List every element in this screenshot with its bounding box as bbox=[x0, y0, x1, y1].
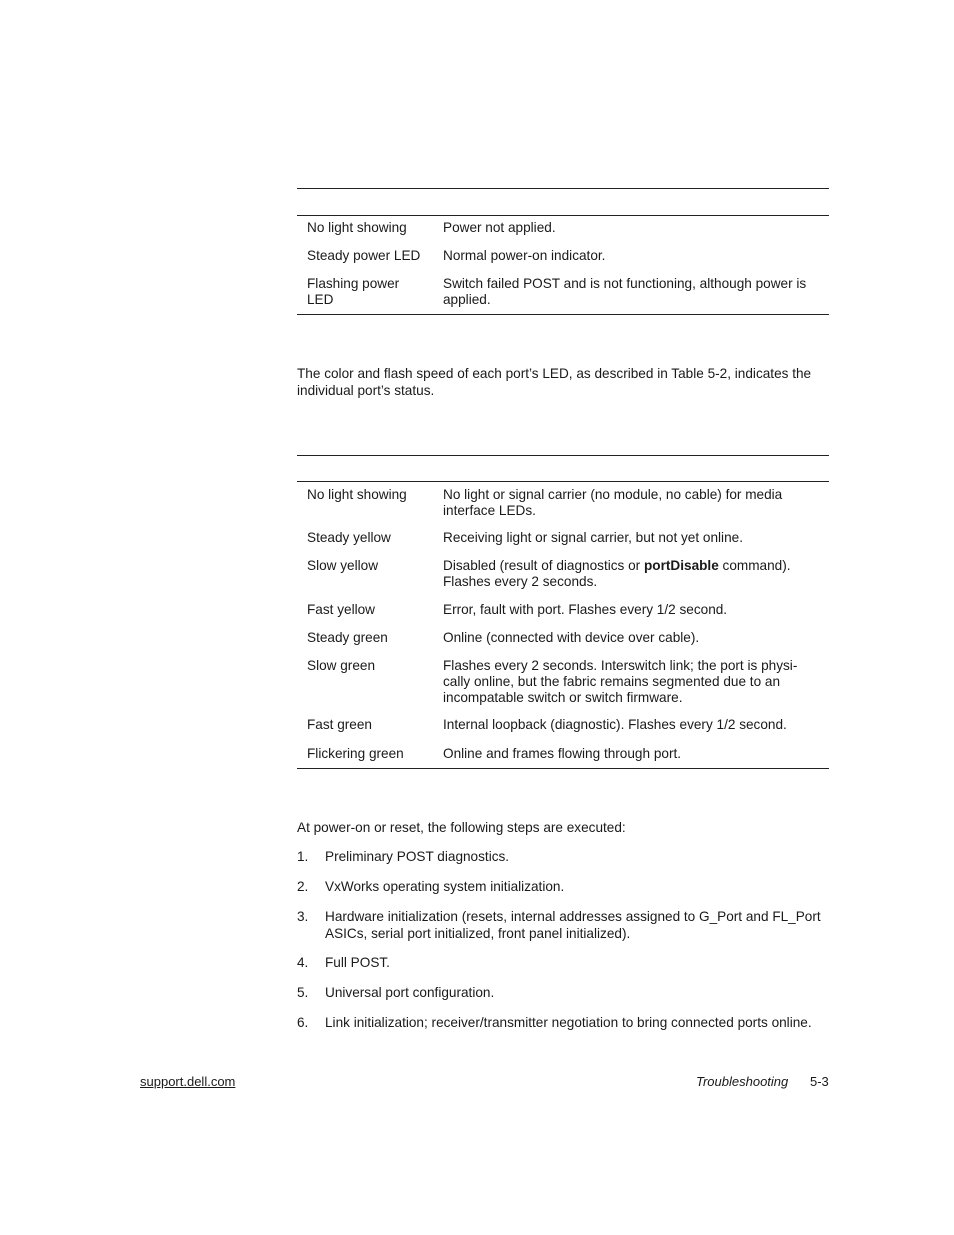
step-text: Link initialization; receiver/transmitter negotiation to bring connected ports online. bbox=[325, 1015, 812, 1030]
step-number: 4. bbox=[297, 955, 309, 970]
led-state: Flashing power LED bbox=[307, 276, 400, 307]
step-number: 2. bbox=[297, 879, 309, 894]
table1-top-rule bbox=[297, 188, 829, 189]
port-led-state: No light showing bbox=[307, 487, 407, 502]
port-led-meaning bbox=[443, 558, 823, 590]
footer-section-title: Troubleshooting bbox=[696, 1074, 789, 1089]
meaning-text: Disabled (result of diagnostics or bbox=[443, 558, 644, 573]
port-led-description: The color and flash speed of each port’s LED, as described in Table 5-2, indicates the individual port’s status. bbox=[297, 366, 812, 398]
table2-header-rule bbox=[297, 481, 829, 482]
led-meaning: Normal power-on indicator. bbox=[443, 248, 606, 263]
step-number: 3. bbox=[297, 909, 309, 924]
step-text: Full POST. bbox=[325, 955, 390, 970]
meaning-text: command). Flashes every 2 seconds. bbox=[443, 558, 791, 589]
port-led-meaning: No light or signal carrier (no module, no cable) for media interface LEDs. bbox=[443, 487, 783, 518]
port-led-state: Steady green bbox=[307, 630, 388, 645]
port-led-state: Fast green bbox=[307, 717, 372, 732]
port-led-meaning: Flashes every 2 seconds. Interswitch link; the port is physi-cally online, but the fabric remains segmented due to an incompatable switch or switch firmware. bbox=[443, 658, 798, 705]
led-meaning: Power not applied. bbox=[443, 220, 556, 235]
command-name: portDisable bbox=[643, 558, 719, 573]
port-led-state: Fast yellow bbox=[307, 602, 375, 617]
table2-bottom-rule bbox=[297, 768, 829, 769]
page-number: 5-3 bbox=[810, 1074, 829, 1089]
support-link[interactable]: support.dell.com bbox=[140, 1074, 236, 1089]
step-text: Preliminary POST diagnostics. bbox=[325, 849, 510, 864]
port-led-meaning: Internal loopback (diagnostic). Flashes every 1/2 second. bbox=[443, 717, 787, 732]
table2-top-rule bbox=[297, 455, 829, 456]
port-led-state: Slow green bbox=[307, 658, 376, 673]
led-state: Steady power LED bbox=[307, 248, 421, 263]
port-led-meaning: Receiving light or signal carrier, but not yet online. bbox=[443, 530, 743, 545]
step-number: 5. bbox=[297, 985, 309, 1000]
table1-header-rule bbox=[297, 215, 829, 216]
step-number: 1. bbox=[297, 849, 309, 864]
port-led-state: Steady yellow bbox=[307, 530, 391, 545]
boot-intro: At power-on or reset, the following steps are executed: bbox=[297, 820, 626, 835]
port-led-state: Flickering green bbox=[307, 746, 404, 761]
port-led-state: Slow yellow bbox=[307, 558, 379, 573]
port-led-meaning: Error, fault with port. Flashes every 1/2 second. bbox=[443, 602, 728, 617]
led-state: No light showing bbox=[307, 220, 407, 235]
led-meaning: Switch failed POST and is not functioning, although power is applied. bbox=[443, 276, 807, 307]
step-text: Universal port configuration. bbox=[325, 985, 495, 1000]
port-led-meaning: Online (connected with device over cable). bbox=[443, 630, 700, 645]
port-led-meaning: Online and frames flowing through port. bbox=[443, 746, 682, 761]
step-number: 6. bbox=[297, 1015, 309, 1030]
step-text: VxWorks operating system initialization. bbox=[325, 879, 565, 894]
step-text: Hardware initialization (resets, internal addresses assigned to G_Port and FL_Port ASICs, serial port initialized, front panel initialized). bbox=[325, 909, 821, 941]
table1-bottom-rule bbox=[297, 314, 829, 315]
